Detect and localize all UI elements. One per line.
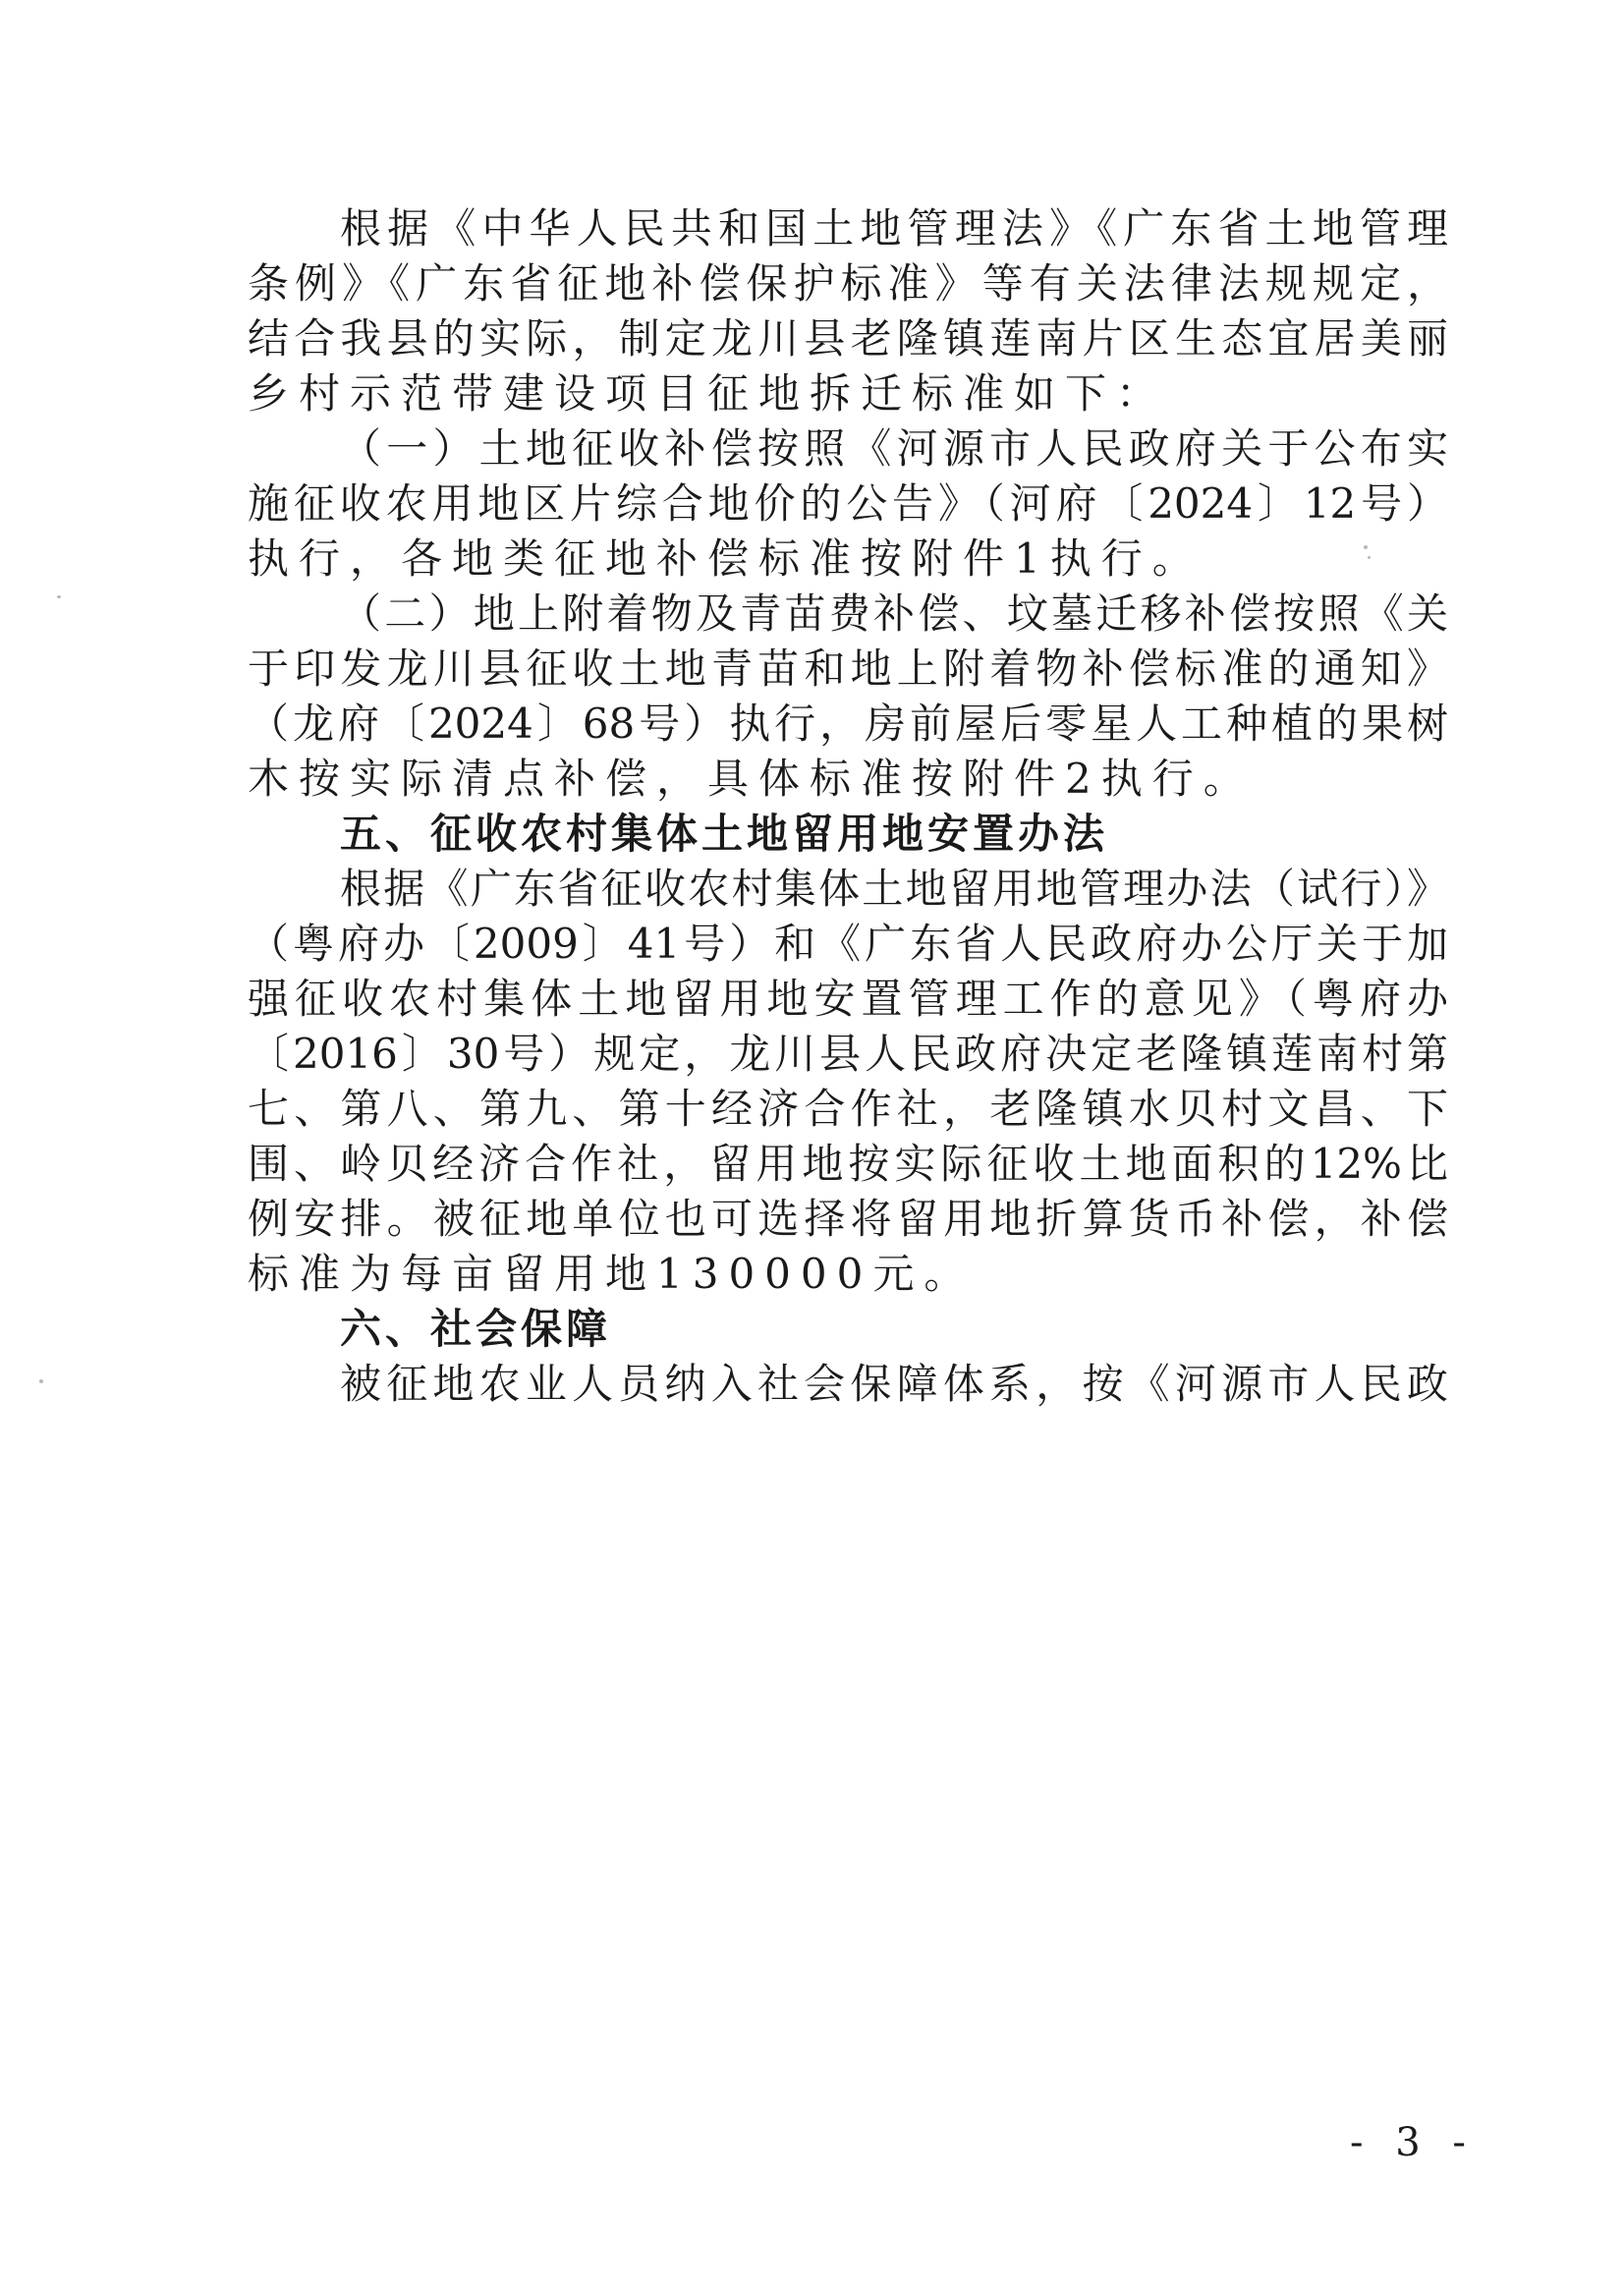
paragraph-1-line-1: 根据《中华人民共和国土地管理法》《广东省土地管理 bbox=[340, 204, 1448, 252]
scan-speck bbox=[1368, 556, 1371, 559]
section-heading-6: 六、社会保障 bbox=[340, 1305, 612, 1353]
paragraph-3-line-2: 于印发龙川县征收土地青苗和地上附着物补偿标准的通知》 bbox=[248, 644, 1448, 693]
paragraph-3-line-3: （龙府〔2024〕68号）执行，房前屋后零星人工种植的果树 bbox=[248, 700, 1448, 748]
scan-speck bbox=[39, 1379, 43, 1383]
paragraph-1-line-4: 乡村示范带建设项目征地拆迁标准如下： bbox=[248, 369, 1168, 418]
paragraph-2-line-3: 执行，各地类征地补偿标准按附件1执行。 bbox=[248, 534, 1204, 583]
section-heading-5: 五、征收农村集体土地留用地安置办法 bbox=[340, 810, 1109, 858]
paragraph-4-line-8: 标准为每亩留用地130000元。 bbox=[248, 1250, 976, 1298]
paragraph-4-line-6: 围、岭贝经济合作社，留用地按实际征收土地面积的12%比 bbox=[248, 1140, 1448, 1188]
paragraph-4-line-5: 七、第八、第九、第十经济合作社，老隆镇水贝村文昌、下 bbox=[248, 1085, 1448, 1133]
paragraph-2-line-1: （一）土地征收补偿按照《河源市人民政府关于公布实 bbox=[340, 424, 1448, 473]
paragraph-4-line-3: 强征收农村集体土地留用地安置管理工作的意见》（粤府办 bbox=[248, 975, 1448, 1023]
paragraph-1-line-2: 条例》《广东省征地补偿保护标准》等有关法律法规规定， bbox=[248, 259, 1448, 308]
paragraph-4-line-1: 根据《广东省征收农村集体土地留用地管理办法（试行）》 bbox=[340, 865, 1448, 913]
paragraph-1-line-3: 结合我县的实际，制定龙川县老隆镇莲南片区生态宜居美丽 bbox=[248, 314, 1448, 363]
paragraph-3-line-1: （二）地上附着物及青苗费补偿、坟墓迁移补偿按照《关 bbox=[340, 589, 1448, 638]
paragraph-4-line-7: 例安排。被征地单位也可选择将留用地折算货币补偿，补偿 bbox=[248, 1195, 1448, 1243]
paragraph-2-line-2: 施征收农用地区片综合地价的公告》（河府〔2024〕12号） bbox=[248, 479, 1448, 528]
scan-speck bbox=[57, 595, 61, 598]
scan-speck bbox=[1364, 545, 1368, 549]
paragraph-3-line-4: 木按实际清点补偿，具体标准按附件2执行。 bbox=[248, 755, 1255, 803]
page-number: - 3 - bbox=[1350, 2120, 1476, 2165]
paragraph-4-line-4: 〔2016〕30号）规定，龙川县人民政府决定老隆镇莲南村第 bbox=[248, 1030, 1448, 1078]
paragraph-4-line-2: （粤府办〔2009〕41号）和《广东省人民政府办公厅关于加 bbox=[248, 920, 1448, 968]
paragraph-5-line-1: 被征地农业人员纳入社会保障体系，按《河源市人民政 bbox=[340, 1360, 1448, 1408]
